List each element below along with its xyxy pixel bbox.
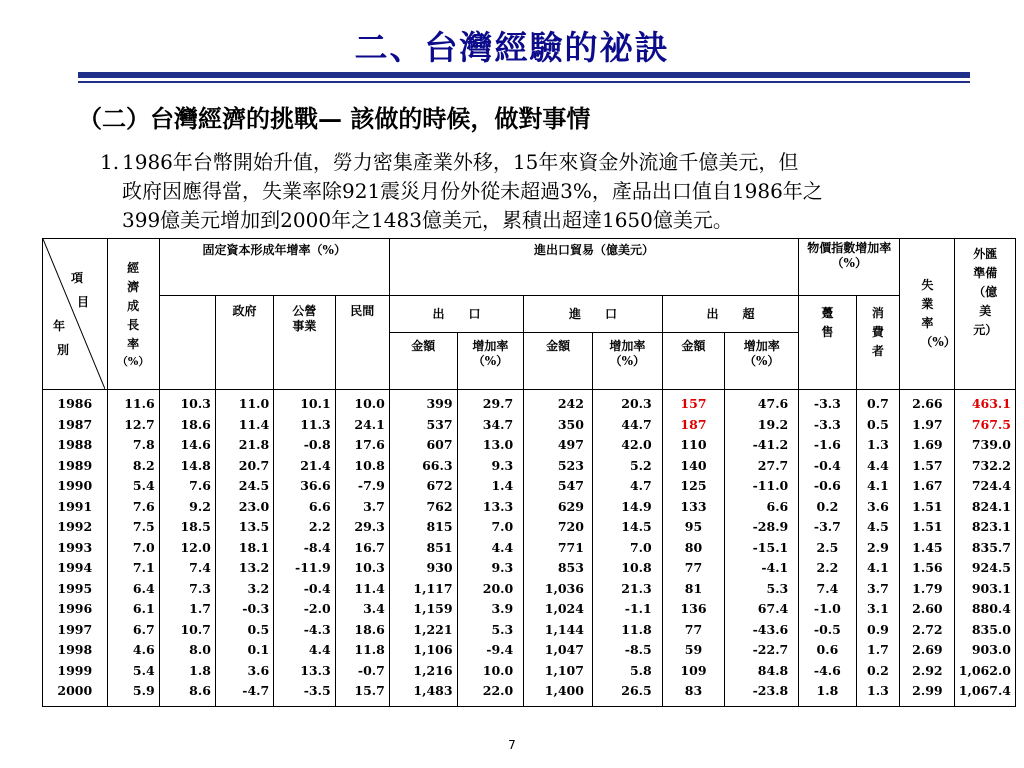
table-cell: 1,106 — [413, 642, 453, 657]
table-cell: 1,216 — [413, 662, 453, 678]
table-cell: 1,159 — [413, 601, 453, 616]
slide-title: 二、台灣經驗的祕訣 — [354, 28, 670, 67]
table-cell: 18.6 — [354, 621, 385, 637]
corner-year-label-2: 別 — [57, 343, 70, 357]
table-cell: 11.4 — [238, 416, 270, 432]
table-cell: 2.60 — [912, 601, 943, 616]
table-cell: 77 — [684, 560, 703, 575]
table-cell: 537 — [426, 416, 453, 432]
table-cell: 1992 — [57, 519, 93, 534]
table-data-row — [43, 390, 1016, 707]
table-cell: -0.5 — [813, 621, 841, 637]
table-cell: 0.5 — [867, 416, 889, 432]
table-cell: 2.99 — [912, 683, 943, 698]
table-cell: 42.0 — [621, 437, 652, 452]
table-cell: 4.4 — [491, 539, 514, 555]
economic-indicators-table-wrap — [42, 238, 1016, 707]
table-cell: 19.2 — [757, 416, 789, 432]
table-cell: -7.9 — [357, 478, 385, 493]
table-cell: 497 — [557, 437, 584, 452]
table-cell: 157 — [680, 396, 707, 411]
header-import: 進 口 — [524, 296, 663, 333]
table-cell: 3.6 — [867, 498, 889, 514]
table-cell: 880.4 — [971, 601, 1011, 616]
table-cell: 4.6 — [132, 642, 155, 657]
table-cell: 823.1 — [971, 519, 1011, 534]
table-cell: 18.6 — [180, 416, 211, 432]
col-private — [335, 390, 389, 707]
table-cell: 732.2 — [971, 457, 1011, 473]
col-import-amount — [524, 390, 593, 707]
table-cell: 11.8 — [621, 621, 652, 637]
table-cell: 80 — [684, 539, 703, 555]
header-private: 民間 — [335, 296, 389, 390]
table-cell: 5.3 — [491, 621, 514, 637]
table-cell: 11.0 — [238, 396, 270, 411]
col-consumer — [856, 390, 900, 707]
table-cell: 7.5 — [132, 519, 155, 534]
table-cell: 7.0 — [491, 519, 514, 534]
corner-item-label-2: 目 — [77, 295, 90, 309]
table-cell: 14.8 — [180, 457, 211, 473]
table-cell: 1.4 — [491, 478, 514, 493]
table-cell: 1.51 — [912, 498, 943, 514]
title-rule-thick — [78, 72, 970, 78]
table-cell: 44.7 — [621, 416, 652, 432]
table-cell: 853 — [557, 560, 584, 575]
table-cell: 0.9 — [867, 621, 889, 637]
table-cell: -8.5 — [624, 642, 652, 657]
table-cell: 21.4 — [300, 457, 331, 473]
table-cell: 8.6 — [189, 683, 211, 698]
table-cell: 672 — [426, 478, 453, 493]
table-cell: 1.69 — [912, 437, 943, 452]
table-cell: 7.1 — [132, 560, 155, 575]
table-cell: 930 — [426, 560, 453, 575]
header-fixed-total-blank — [159, 296, 215, 390]
table-cell: 903.0 — [971, 642, 1011, 657]
table-cell: 0.5 — [247, 621, 270, 637]
title-rule-thin — [78, 81, 970, 83]
table-cell: 34.7 — [482, 416, 514, 432]
table-cell: 1.8 — [816, 683, 839, 698]
table-cell: 6.6 — [308, 498, 331, 514]
table-cell: -0.4 — [813, 457, 841, 473]
table-cell: 1994 — [57, 560, 93, 575]
table-cell: 11.8 — [354, 642, 385, 657]
table-cell: 12.7 — [124, 416, 155, 432]
table-cell: 9.3 — [491, 560, 514, 575]
table-cell: 5.8 — [629, 662, 652, 678]
table-cell: 1.51 — [912, 519, 943, 534]
table-cell: 815 — [426, 519, 453, 534]
table-cell: 2.9 — [867, 539, 889, 555]
table-cell: 10.1 — [300, 396, 331, 411]
table-cell: 1.56 — [912, 560, 943, 575]
corner-diagonal — [43, 239, 105, 389]
table-cell: 109 — [680, 662, 707, 678]
table-cell: 1,400 — [544, 683, 584, 698]
header-surplus: 出 超 — [662, 296, 799, 333]
paragraph-number: 1. — [100, 150, 120, 174]
table-cell: 1986 — [57, 396, 93, 411]
header-surplus-amount: 金額 — [662, 333, 724, 390]
table-cell: 1,117 — [413, 580, 453, 596]
slide-subtitle: （二）台灣經濟的挑戰— 該做的時候，做對事情 — [78, 104, 591, 133]
table-cell: 20.0 — [482, 580, 514, 596]
table-cell: 27.7 — [757, 457, 789, 473]
col-import-growth — [592, 390, 662, 707]
table-cell: 762 — [426, 498, 453, 514]
table-cell: -4.7 — [242, 683, 270, 698]
table-cell: 3.7 — [867, 580, 889, 596]
table-cell: 47.6 — [757, 396, 789, 411]
table-cell: 3.4 — [363, 601, 385, 616]
table-cell: 18.5 — [180, 519, 211, 534]
table-cell: 0.2 — [867, 662, 889, 678]
corner-year-label: 年 — [53, 319, 66, 333]
header-import-growth: 增加率（%） — [592, 333, 662, 390]
table-cell: 1998 — [57, 642, 93, 657]
table-cell: 547 — [557, 478, 584, 493]
table-cell: 1989 — [57, 457, 93, 473]
table-cell: 29.7 — [482, 396, 514, 411]
header-unemployment: 失業率（%） — [900, 239, 955, 390]
table-cell: 4.1 — [867, 478, 889, 493]
table-cell: 4.7 — [629, 478, 652, 493]
table-cell: 11.3 — [300, 416, 331, 432]
table-cell: 835.0 — [971, 621, 1011, 637]
table-cell: -15.1 — [752, 539, 789, 555]
header-government: 政府 — [215, 296, 273, 390]
table-cell: 1990 — [57, 478, 93, 493]
table-cell: 17.6 — [354, 437, 385, 452]
header-export-amount: 金額 — [389, 333, 457, 390]
table-cell: 5.2 — [629, 457, 652, 473]
table-cell: 84.8 — [757, 662, 789, 678]
corner-header — [43, 239, 108, 390]
table-cell: 23.0 — [238, 498, 270, 514]
table-cell: 13.5 — [238, 519, 270, 534]
table-cell: 3.6 — [247, 662, 270, 678]
table-cell: 10.3 — [354, 560, 385, 575]
table-cell: 1.7 — [189, 601, 211, 616]
table-cell: -41.2 — [752, 437, 789, 452]
table-cell: 835.7 — [971, 539, 1011, 555]
table-cell: -3.5 — [303, 683, 331, 698]
table-cell: 8.2 — [132, 457, 155, 473]
table-cell: 6.6 — [766, 498, 789, 514]
table-cell: 26.5 — [621, 683, 652, 698]
table-cell: 2.5 — [816, 539, 839, 555]
header-export-growth: 增加率（%） — [457, 333, 524, 390]
table-cell: 3.7 — [363, 498, 385, 514]
table-cell: 4.5 — [867, 519, 889, 534]
table-cell: 10.3 — [180, 396, 211, 411]
table-cell: 9.3 — [491, 457, 514, 473]
col-fixed-total — [159, 390, 215, 707]
col-surplus-amount — [662, 390, 724, 707]
table-cell: 1,067.4 — [958, 683, 1011, 698]
table-cell: 7.4 — [816, 580, 839, 596]
table-cell: -3.7 — [813, 519, 841, 534]
col-public-enterprise — [274, 390, 335, 707]
table-cell: -0.3 — [242, 601, 270, 616]
table-cell: 125 — [680, 478, 707, 493]
table-cell: 20.3 — [621, 396, 652, 411]
table-cell: 2.92 — [912, 662, 943, 678]
table-cell: 824.1 — [971, 498, 1011, 514]
table-cell: 350 — [557, 416, 584, 432]
table-cell: -1.0 — [813, 601, 841, 616]
table-cell: 7.0 — [132, 539, 155, 555]
header-consumer: 消費者 — [856, 296, 900, 390]
table-cell: 1.8 — [189, 662, 211, 678]
table-cell: 2.66 — [912, 396, 943, 411]
table-cell: -0.4 — [303, 580, 331, 596]
table-cell: 18.1 — [238, 539, 270, 555]
table-cell: -2.0 — [303, 601, 331, 616]
table-cell: 13.2 — [238, 560, 270, 575]
table-cell: 10.8 — [354, 457, 385, 473]
table-cell: 14.9 — [621, 498, 652, 514]
table-cell: -11.0 — [752, 478, 789, 493]
table-cell: 9.2 — [189, 498, 211, 514]
table-cell: -28.9 — [752, 519, 789, 534]
table-cell: -0.6 — [813, 478, 841, 493]
table-cell: -22.7 — [752, 642, 789, 657]
header-trade: 進出口貿易（億美元） — [389, 239, 798, 296]
table-cell: 3.1 — [867, 601, 889, 616]
table-cell: 11.6 — [124, 396, 155, 411]
table-cell: 36.6 — [300, 478, 331, 493]
table-cell: 10.0 — [354, 396, 385, 411]
col-surplus-growth — [725, 390, 799, 707]
table-cell: 2.2 — [816, 560, 839, 575]
body-paragraph — [100, 148, 1000, 235]
table-cell: 1,107 — [544, 662, 584, 678]
table-cell: 1.79 — [912, 580, 943, 596]
table-cell: 2000 — [57, 683, 93, 698]
table-cell: 7.6 — [189, 478, 211, 493]
table-cell: 6.7 — [132, 621, 155, 637]
table-cell: 10.0 — [482, 662, 514, 678]
table-cell: 7.8 — [132, 437, 155, 452]
table-cell: 22.0 — [482, 683, 514, 698]
table-cell: -43.6 — [752, 621, 789, 637]
table-cell: 1995 — [57, 580, 93, 596]
table-cell: 242 — [557, 396, 584, 411]
table-cell: 11.4 — [354, 580, 385, 596]
economic-indicators-table — [42, 238, 1016, 707]
table-cell: 81 — [684, 580, 703, 596]
table-cell: -1.6 — [813, 437, 841, 452]
table-cell: 83 — [684, 683, 703, 698]
table-cell: 20.7 — [238, 457, 270, 473]
table-cell: 3.2 — [247, 580, 270, 596]
table-cell: 2.2 — [308, 519, 331, 534]
table-cell: 1.57 — [912, 457, 943, 473]
corner-item-label: 項 — [71, 271, 84, 285]
table-cell: -3.3 — [813, 416, 841, 432]
table-cell: 1999 — [57, 662, 93, 678]
table-cell: 66.3 — [422, 457, 453, 473]
table-cell: 13.0 — [482, 437, 514, 452]
table-cell: 110 — [680, 437, 707, 452]
table-cell: 14.6 — [180, 437, 211, 452]
table-cell: 1993 — [57, 539, 93, 555]
header-gdp-growth: 經濟成長率 （%） — [107, 239, 159, 390]
table-cell: 463.1 — [971, 396, 1011, 411]
table-cell: 0.7 — [867, 396, 889, 411]
table-cell: 1,047 — [544, 642, 584, 657]
table-cell: 136 — [680, 601, 707, 616]
table-cell: 187 — [680, 416, 707, 432]
table-cell: 10.7 — [180, 621, 211, 637]
table-cell: 399 — [426, 396, 453, 411]
table-cell: 1991 — [57, 498, 93, 514]
paragraph-line-1: 1. 1986年台幣開始升值，勞力密集產業外移，15年來資金外流逾千億美元，但 — [100, 148, 1000, 177]
table-cell: 59 — [684, 642, 703, 657]
header-price-index: 物價指數增加率（%） — [799, 239, 900, 296]
table-cell: 1,221 — [413, 621, 453, 637]
header-fixed-capital: 固定資本形成年增率（%） — [159, 239, 389, 296]
header-surplus-growth: 增加率（%） — [725, 333, 799, 390]
table-cell: 1987 — [57, 416, 93, 432]
table-cell: 6.1 — [132, 601, 155, 616]
table-cell: 724.4 — [971, 478, 1011, 493]
header-import-amount: 金額 — [524, 333, 593, 390]
table-cell: -9.4 — [486, 642, 514, 657]
table-cell: 21.3 — [621, 580, 652, 596]
table-cell: 0.1 — [247, 642, 270, 657]
table-cell: 7.0 — [629, 539, 652, 555]
table-cell: 1,024 — [544, 601, 584, 616]
page-number: 7 — [508, 738, 516, 752]
table-cell: 5.3 — [766, 580, 789, 596]
table-cell: 29.3 — [354, 519, 385, 534]
col-years — [43, 390, 108, 707]
table-cell: 67.4 — [757, 601, 789, 616]
col-wholesale — [799, 390, 856, 707]
table-cell: 851 — [426, 539, 453, 555]
table-cell: 1,036 — [544, 580, 584, 596]
table-cell: 140 — [680, 457, 707, 473]
table-cell: 1.67 — [912, 478, 943, 493]
table-cell: 7.6 — [132, 498, 155, 514]
table-cell: 1.45 — [912, 539, 943, 555]
table-cell: 14.5 — [621, 519, 652, 534]
table-cell: 133 — [680, 498, 707, 514]
paragraph-line-2: 政府因應得當，失業率除921震災月份外從未超過3%，產品出口值自1986年之 — [122, 179, 823, 203]
col-government — [215, 390, 273, 707]
header-export: 出 口 — [389, 296, 523, 333]
table-cell: 5.9 — [132, 683, 155, 698]
table-cell: 15.7 — [354, 683, 385, 698]
table-cell: 7.3 — [189, 580, 211, 596]
table-cell: 7.4 — [189, 560, 211, 575]
table-cell: -4.1 — [761, 560, 789, 575]
table-cell: 2.69 — [912, 642, 943, 657]
table-cell: 607 — [426, 437, 453, 452]
table-cell: 1997 — [57, 621, 93, 637]
table-cell: 0.2 — [816, 498, 839, 514]
table-cell: 903.1 — [971, 580, 1011, 596]
table-cell: -11.9 — [295, 560, 331, 575]
table-cell: 1,144 — [544, 621, 584, 637]
table-cell: 720 — [557, 519, 584, 534]
table-cell: 13.3 — [300, 662, 331, 678]
col-fx-reserve — [955, 390, 1016, 707]
table-cell: 523 — [557, 457, 584, 473]
table-cell: 924.5 — [971, 560, 1011, 575]
col-export-amount — [389, 390, 457, 707]
table-cell: 1,062.0 — [958, 662, 1011, 678]
table-cell: -23.8 — [752, 683, 789, 698]
table-cell: -4.6 — [813, 662, 841, 678]
table-cell: 1.97 — [912, 416, 943, 432]
table-cell: 1.3 — [867, 683, 889, 698]
table-cell: 1988 — [57, 437, 93, 452]
table-cell: 4.1 — [867, 560, 889, 575]
table-cell: 1.7 — [867, 642, 889, 657]
table-cell: 10.8 — [621, 560, 652, 575]
table-cell: 24.1 — [354, 416, 385, 432]
table-cell: 12.0 — [180, 539, 211, 555]
table-cell: 629 — [557, 498, 584, 514]
table-cell: 5.4 — [132, 662, 155, 678]
col-gdp-growth — [107, 390, 159, 707]
col-unemployment — [900, 390, 955, 707]
table-cell: 5.4 — [132, 478, 155, 493]
table-cell: 16.7 — [354, 539, 385, 555]
table-cell: 6.4 — [132, 580, 155, 596]
table-cell: -0.7 — [357, 662, 385, 678]
col-export-growth — [457, 390, 524, 707]
table-cell: 767.5 — [971, 416, 1011, 432]
header-public-enterprise: 公營事業 — [274, 296, 335, 390]
table-cell: 4.4 — [867, 457, 889, 473]
table-cell: 77 — [684, 621, 703, 637]
table-cell: 1.3 — [867, 437, 889, 452]
table-cell: 4.4 — [308, 642, 331, 657]
table-cell: 739.0 — [971, 437, 1011, 452]
table-cell: 8.0 — [189, 642, 211, 657]
table-cell: 21.8 — [238, 437, 270, 452]
table-cell: -4.3 — [303, 621, 331, 637]
table-cell: 2.72 — [912, 621, 943, 637]
table-cell: -3.3 — [813, 396, 841, 411]
table-cell: 0.6 — [816, 642, 839, 657]
table-cell: -1.1 — [624, 601, 652, 616]
table-cell: 1996 — [57, 601, 93, 616]
table-cell: 13.3 — [482, 498, 514, 514]
table-cell: -0.8 — [303, 437, 331, 452]
table-cell: 3.9 — [491, 601, 514, 616]
header-wholesale: 躉售 — [799, 296, 856, 390]
table-cell: -8.4 — [303, 539, 331, 555]
table-cell: 771 — [557, 539, 584, 555]
table-cell: 24.5 — [238, 478, 270, 493]
paragraph-line-3: 399億美元增加到2000年之1483億美元，累積出超達1650億美元。 — [122, 208, 733, 232]
header-fx-reserve: 外匯準備（億美元） — [955, 239, 1016, 390]
table-cell: 1,483 — [413, 683, 453, 698]
table-cell: 95 — [684, 519, 703, 534]
